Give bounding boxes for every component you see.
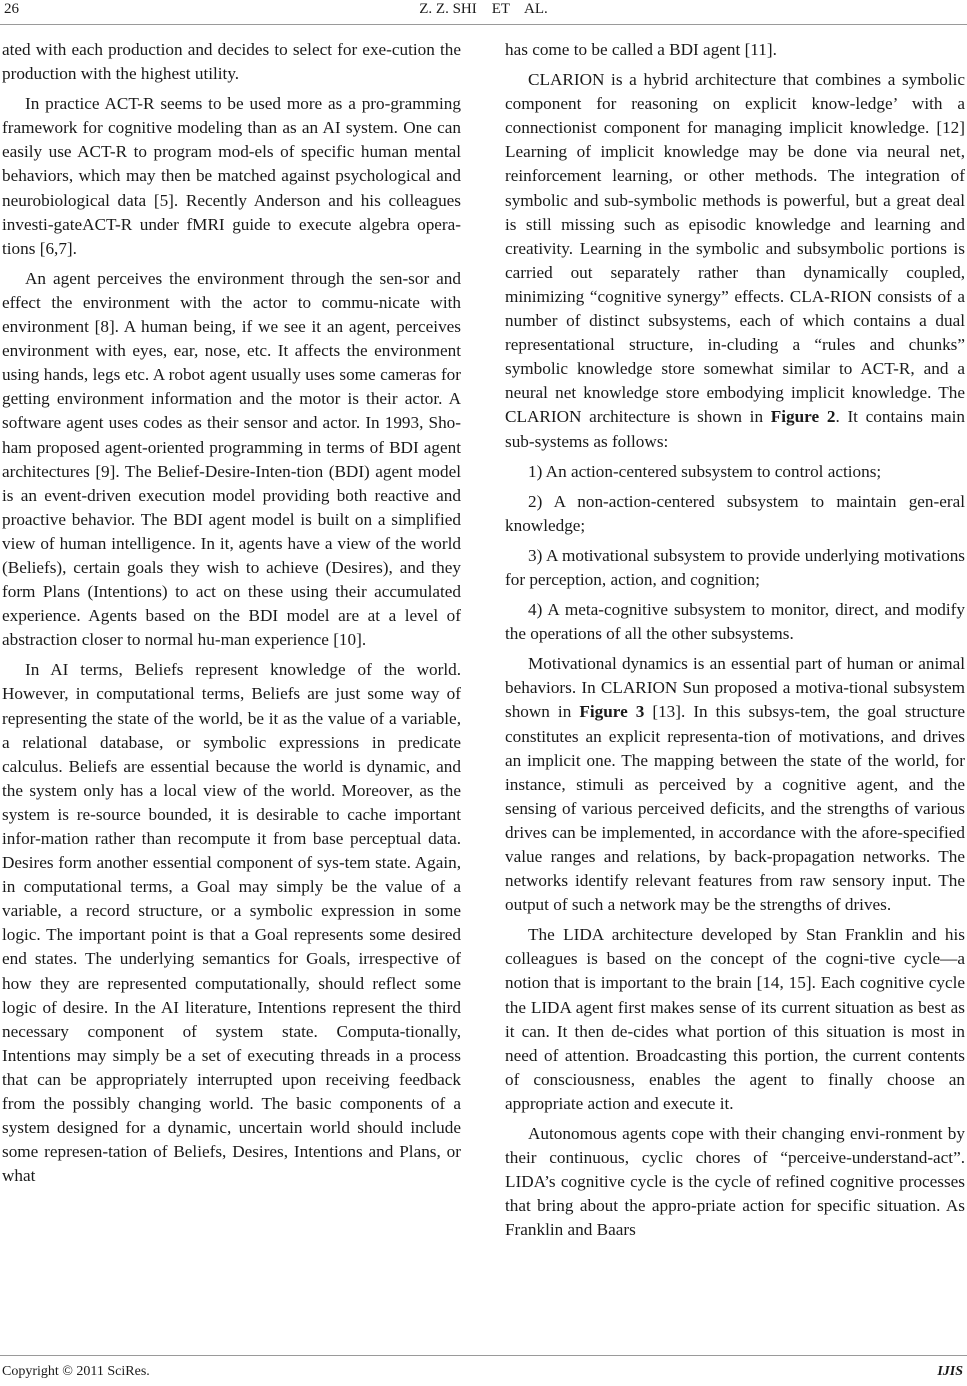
right-column bbox=[505, 38, 965, 1249]
paragraph-text: . It contains main sub-systems as follows: bbox=[505, 407, 965, 451]
paragraph: Autonomous agents cope with their changing envi-ronment by their continuous, cyclic chores of “perceive-understand-act”. LIDA’s cognitive cycle is the cycle of refined cognitive processes that bring about the appro-priate action for specific situation. As Franklin and Baars bbox=[505, 1124, 965, 1240]
list-item: 2) A non-action-centered subsystem to maintain gen-eral knowledge; bbox=[505, 491, 965, 535]
paragraph: An agent perceives the environment through the sen-sor and effect the environment with the actor to commu-nicate with environment [8]. A human being, if we see it an agent, perceives environment with eyes, ear, nose, etc. It affects the environment using hands, legs etc. A robot agent usually uses some cameras for getting environment information and the motor is their actor. A software agent uses codes as their sensor and actor. In 1993, Sho-ham proposed agent-oriented programming in terms of BDI agent architectures [9]. The Belief-Desire-Inten-tion (BDI) agent model is an event-driven execution model providing both reactive and proactive behavior. The BDI agent model is built on a simplified view of human intelligence. In it, agents have a view of the world (Beliefs), certain goals they wish to achieve (Desires), and they form Plans (Intentions) to act on these using their accumulated experience. Agents based on the BDI model are at a level of abstraction closer to normal hu-man experience [10]. bbox=[2, 268, 461, 650]
left-column bbox=[2, 38, 461, 1194]
running-head: Z. Z. SHI ET AL. bbox=[419, 1, 548, 17]
paragraph-text: [13]. In this subsys-tem, the goal structure constitutes an explicit representa-tion of motivations, and drives an implicit one. The mapping between the state of the world, for instance, stimuli as perceived by a cognitive agent, and the sensing of various perceived deficits, and the strengths of various drives can be implemented, in accordance with the afore-specified value ranges and relations, by back-propagation networks. The networks identify relevant features from raw sensory input. The output of such a network may be the strengths of drives. bbox=[505, 702, 965, 915]
paragraph: In practice ACT-R seems to be used more as a pro-gramming framework for cognitive modeling than as an AI system. One can easily use ACT-R to program mod-els of specific human mental behaviors, which may then be matched against psychological and neurobiological data [5]. Recently Anderson and his colleagues investi-gateACT-R under fMRI guide to execute algebra opera-tions [6,7]. bbox=[2, 94, 461, 258]
paragraph: has come to be called a BDI agent [11]. bbox=[505, 40, 777, 59]
paragraph-text: Motivational dynamics is an essential part of human or animal behaviors. In CLARION Sun proposed a motiva-tional subsystem shown in bbox=[505, 654, 965, 722]
list-item: 4) A meta-cognitive subsystem to monitor, direct, and modify the operations of all the other subsystems. bbox=[505, 600, 965, 644]
paragraph: ated with each production and decides to select for exe-cution the production with the highest utility. bbox=[2, 40, 461, 84]
journal-abbreviation: IJIS bbox=[937, 1364, 963, 1379]
list-item: 1) An action-centered subsystem to control actions; bbox=[528, 461, 882, 481]
paragraph bbox=[505, 68, 965, 454]
footer-rule bbox=[0, 1355, 967, 1356]
list-item: 3) A motivational subsystem to provide underlying motivations for perception, action, and cognition; bbox=[505, 545, 965, 589]
figure-reference: Figure 3 bbox=[579, 702, 645, 722]
paragraph-text: CLARION is a hybrid architecture that combines a symbolic component for reasoning on explicit know-ledge’ with a connectionist component for managing implicit knowledge. [12] Learning of implicit knowledge may be done via neural net, reinforcement learning, or other methods. The integration of symbolic and sub-symbolic methods is powerful, but a great deal is still missing such as episodic knowledge and learning and creativity. Learning in the symbolic and subsymbolic portions is carried out separately rather than dynamically coupled, minimizing “cognitive synergy” effects. CLA-RION consists of a number of distinct subsystems, each of which contains a dual representational structure, in-cluding a “rules and chunks” symbolic knowledge store somewhat similar to ACT-R, and a neural net knowledge store embodying implicit knowledge. The CLARION architecture is shown in bbox=[505, 70, 965, 427]
paragraph bbox=[505, 652, 965, 917]
header-rule bbox=[0, 24, 967, 25]
paragraph: The LIDA architecture developed by Stan Franklin and his colleagues is based on the concept of the cogni-tive cycle—a notion that is important to the brain [14, 15]. Each cognitive cycle the LIDA agent first makes sense of its current situation as best as it can. It then de-cides what portion of this situation is most in need of attention. Broadcasting this portion, the current contents of consciousness, enables the agent to finally choose an appropriate action and execute it. bbox=[505, 925, 965, 1113]
paragraph: In AI terms, Beliefs represent knowledge of the world. However, in computational terms, Beliefs are just some way of representing the state of the world, be it as the value of a variable, a relational database, or symbolic expressions in predicate calculus. Beliefs are essential because the world is dynamic, and the system only has a local view of the world. Moreover, as the system is re-source bounded, it is desirable to cache important infor-mation rather than recompute it from base perceptual data. Desires form another essential component of sys-tem state. Again, in computational terms, a Goal may simply be the value of a variable, a record structure, or a symbolic expression in some logic. The important point is that a Goal represents some desired end states. The underlying semantics for Goals, irrespective of how they are represented computationally, should reflect some logic of desire. In the AI literature, Intentions represent the third necessary component of system state. Computa-tionally, Intentions may simply be a set of executing threads in a process that can be appropriately interrupted upon receiving feedback from the possibly changing world. The basic components of a system designed for a dynamic, uncertain world should include some represen-tation of Beliefs, Desires, Intentions and Plans, or what bbox=[2, 660, 461, 1186]
figure-reference: Figure 2 bbox=[770, 407, 836, 427]
copyright-notice: Copyright © 2011 SciRes. bbox=[2, 1364, 150, 1379]
page-number: 26 bbox=[4, 1, 19, 17]
